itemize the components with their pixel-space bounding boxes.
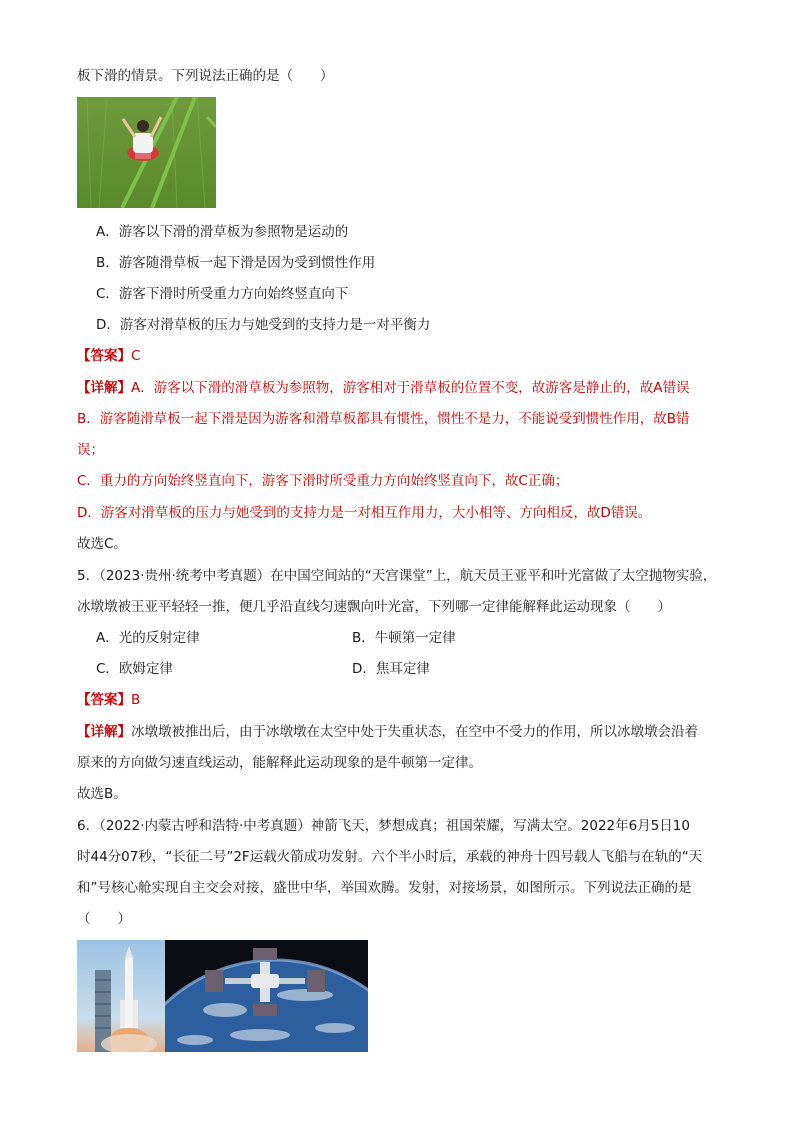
q6-stem-line-3: 和”号核心舱实现自主交会对接，盛世中华，举国欢腾。发射，对接场景，如图所示。下列说法正确的是 [77,880,692,896]
q5-option-d: D．焦耳定律 [352,661,430,677]
q6-stem-line-4: （ ） [77,911,131,927]
answer-tag: 【答案】 [77,692,131,708]
detail-tag: 【详解】 [77,724,131,740]
q5-stem-line-2: 冰墩墩被王亚平轻轻一推，便几乎沿直线匀速飘向叶光富，下列哪一定律能解释此运动现象（ ） [77,599,671,615]
q5-conclusion: 故选B。 [77,786,127,802]
q5-option-a: A．光的反射定律 [96,630,200,646]
q5-detail-line-1: 【详解】冰墩墩被推出后，由于冰墩墩在太空中处于失重状态，在空中不受力的作用，所以冰墩墩会沿着 [77,724,698,740]
grass-slide-photo [77,97,216,208]
q4-option-a: A．游客以下滑的滑草板为参照物是运动的 [96,224,349,240]
detail-tag: 【详解】 [77,380,131,396]
q5-option-b: B．牛顿第一定律 [352,630,456,646]
rocket-launch-photo [77,940,165,1052]
q5-stem-line-1: 5．（2023·贵州·统考中考真题）在中国空间站的“天宫课堂”上，航天员王亚平和叶光富做了太空抛物实验， [77,568,717,584]
q4-option-d: D．游客对滑草板的压力与她受到的支持力是一对平衡力 [96,317,431,333]
answer-value: C [131,348,141,364]
q4-detail-line-2: B．游客随滑草板一起下滑是因为游客和滑草板都具有惯性，惯性不是力，不能说受到惯性作用，故B错 [77,411,690,427]
q4-answer [77,346,140,366]
q5-answer [77,690,140,710]
q4-option-b: B．游客随滑草板一起下滑是因为受到惯性作用 [96,255,376,271]
q4-detail-line-5: D．游客对滑草板的压力与她受到的支持力是一对相互作用力，大小相等、方向相反，故D错误。 [77,505,652,521]
answer-tag: 【答案】 [77,348,131,364]
q5-option-c: C．欧姆定律 [96,661,173,677]
q5-detail-line-2: 原来的方向做匀速直线运动，能解释此运动现象的是牛顿第一定律。 [77,755,482,771]
q4-detail-line-4: C．重力的方向始终竖直向下，游客下滑时所受重力方向始终竖直向下，故C正确； [77,473,569,489]
q4-option-c: C．游客下滑时所受重力方向始终竖直向下 [96,286,349,302]
q6-stem-line-1: 6．（2022·内蒙古呼和浩特·中考真题）神箭飞天，梦想成真；祖国荣耀，写满太空。2022年6月5日10 [77,818,690,834]
q4-detail-line-3: 误； [77,442,104,458]
q4-conclusion: 故选C。 [77,536,127,552]
q4-stem: 板下滑的情景。下列说法正确的是（ ） [77,68,334,84]
answer-value: B [131,692,141,708]
space-station-photo [165,940,368,1052]
q6-stem-line-2: 时44分07秒，“长征二号”2F运载火箭成功发射。六个半小时后，承载的神舟十四号载人飞船与在轨的“天 [77,849,703,865]
q4-detail-line-1: 【详解】A．游客以下滑的滑草板为参照物，游客相对于滑草板的位置不变，故游客是静止的，故A错误 [77,380,690,396]
